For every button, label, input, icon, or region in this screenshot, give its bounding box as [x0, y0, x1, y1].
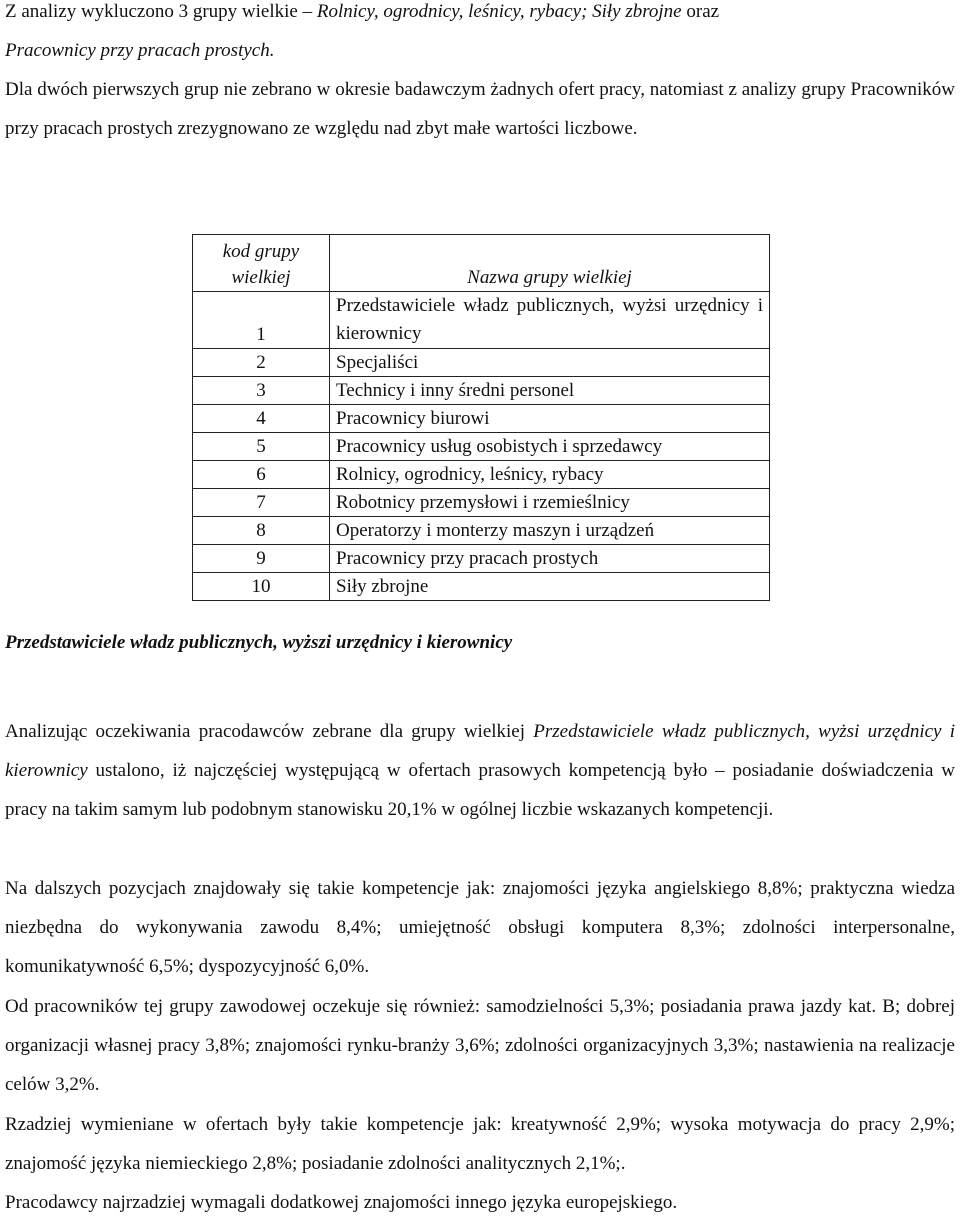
section-paragraph-4: Rzadziej wymieniane w ofertach były takie kompetencje jak: kreatywność 2,9%; wysoka motywacja do pracy 2,9%; znajomość języka niemieckiego 2,8%; posiadanie zdolności analitycznych 2,1%;. — [5, 1114, 955, 1174]
row-code: 4 — [193, 405, 330, 433]
table-row — [193, 377, 770, 405]
row-name: Operatorzy i monterzy maszyn i urządzeń — [330, 517, 770, 545]
p1-group-name: Przedstawiciele władz publicznych, wyżsi urzędnicy i kierownicy — [5, 721, 955, 781]
intro-excluded-groups: Rolnicy, ogrodnicy, leśnicy, rybacy; Siły zbrojne — [316, 1, 682, 22]
table-row — [193, 545, 770, 573]
header-name: Nazwa grupy wielkiej — [330, 235, 770, 292]
intro-excluded-paragraph — [5, 0, 955, 70]
groups-table — [192, 234, 770, 601]
row-code: 1 — [193, 292, 330, 349]
section-paragraph-2: Na dalszych pozycjach znajdowały się takie kompetencje jak: znajomości języka angielskiego 8,8%; praktyczna wiedza niezbędna do wykonywania zawodu 8,4%; umiejętność obsługi komputera 8,3%; zdolności interpersonalne, komunikatywność 6,5%; dyspozycyjność 6,0%. — [5, 878, 955, 977]
intro-excluded-and: oraz — [681, 1, 720, 22]
row-code: 10 — [193, 573, 330, 601]
row-code: 2 — [193, 349, 330, 377]
p1-end: ustalono, iż najczęściej występującą w ofertach prasowych kompetencją było – posiadanie doświadczenia w pracy na takim samym lub podobnym stanowisku 20,1% w ogólnej liczbie wskazanych kompetencji. — [5, 760, 955, 820]
table-row — [193, 489, 770, 517]
table-row — [193, 292, 770, 349]
row-name: Robotnicy przemysłowi i rzemieślnicy — [330, 489, 770, 517]
row-name: Pracownicy usług osobistych i sprzedawcy — [330, 433, 770, 461]
table-row — [193, 461, 770, 489]
p1-start: Analizując oczekiwania pracodawców zebrane dla grupy wielkiej — [5, 721, 534, 742]
table-row — [193, 433, 770, 461]
row-name: Siły zbrojne — [330, 573, 770, 601]
table-row — [193, 405, 770, 433]
row-code: 7 — [193, 489, 330, 517]
row-code: 3 — [193, 377, 330, 405]
row-code: 8 — [193, 517, 330, 545]
section-paragraph-1 — [5, 712, 955, 829]
row-name: Specjaliści — [330, 349, 770, 377]
intro-explanation-paragraph: Dla dwóch pierwszych grup nie zebrano w okresie badawczym żadnych ofert pracy, natomiast z analizy grupy Pracowników przy pracach prostych zrezygnowano ze względu nad zbyt małe wartości liczbowe. — [5, 79, 955, 139]
row-name: Pracownicy przy pracach prostych — [330, 545, 770, 573]
row-code: 6 — [193, 461, 330, 489]
intro-excluded-last: Pracownicy przy pracach prostych. — [5, 40, 275, 61]
intro-excluded-prefix: Z analizy wykluczono 3 grupy wielkie – — [5, 1, 317, 22]
table-row — [193, 349, 770, 377]
table-row — [193, 573, 770, 601]
table-header-row — [193, 235, 770, 292]
table-row — [193, 517, 770, 545]
section-paragraph-3: Od pracowników tej grupy zawodowej oczekuje się również: samodzielności 5,3%; posiadania prawa jazdy kat. B; dobrej organizacji własnej pracy 3,8%; znajomości rynku-branży 3,6%; zdolności organizacyjnych 3,3%; nastawienia na realizacje celów 3,2%. — [5, 996, 955, 1095]
header-code: kod grupy wielkiej — [193, 235, 330, 292]
row-name: Przedstawiciele władz publicznych, wyżsi urzędnicy i kierownicy — [330, 292, 770, 349]
row-name: Pracownicy biurowi — [330, 405, 770, 433]
row-name: Technicy i inny średni personel — [330, 377, 770, 405]
row-code: 5 — [193, 433, 330, 461]
row-name: Rolnicy, ogrodnicy, leśnicy, rybacy — [330, 461, 770, 489]
section-paragraph-5: Pracodawcy najrzadziej wymagali dodatkowej znajomości innego języka europejskiego. — [5, 1192, 678, 1213]
row-code: 9 — [193, 545, 330, 573]
section-heading: Przedstawiciele władz publicznych, wyższi urzędnicy i kierownicy — [5, 632, 513, 653]
